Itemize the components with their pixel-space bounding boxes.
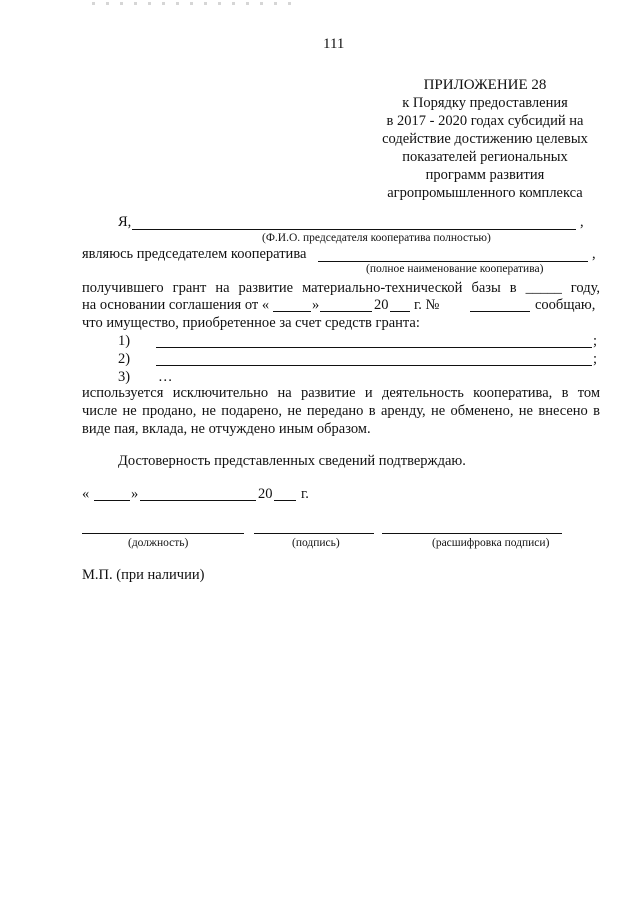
date-year-field[interactable] [274, 500, 296, 501]
usage-line-1 [82, 385, 600, 402]
date-year-suffix: г. [301, 486, 309, 502]
agreement-year-field[interactable] [390, 311, 410, 312]
grant-line [82, 280, 600, 297]
usage-word: не [201, 403, 216, 419]
item-1-field-line[interactable] [156, 347, 592, 348]
stamp-label: М.П. (при наличии) [82, 567, 205, 583]
appendix-line: показателей региональных [402, 149, 568, 165]
usage-word: числе [82, 403, 118, 419]
fio-caption: (Ф.И.О. председателя кооператива полностью) [262, 232, 491, 244]
grant-word: получившего [82, 280, 164, 296]
chairman-label: являюсь председателем кооператива [82, 246, 307, 262]
appendix-line: программ развития [425, 167, 545, 183]
item-number: 3) [118, 369, 131, 385]
agreement-number-field[interactable] [470, 311, 530, 312]
appendix-line: агропромышленного комплекса [387, 185, 583, 201]
decoding-field-line[interactable] [382, 533, 562, 534]
grant-word: году, [570, 280, 601, 296]
usage-word: на [277, 385, 292, 401]
appendix-title: ПРИЛОЖЕНИЕ 28 [423, 77, 547, 93]
coop-caption: (полное наименование кооператива) [366, 263, 544, 275]
agreement-quote-close: » [312, 297, 320, 313]
usage-word: продано, [142, 403, 197, 419]
date-year-prefix: 20 [258, 486, 273, 502]
date-open-quote: « [82, 486, 90, 502]
agreement-year-prefix: 20 [374, 297, 389, 313]
usage-word: кооператива, [473, 385, 553, 401]
position-caption: (должность) [128, 537, 189, 549]
ya-comma: , [580, 214, 584, 230]
position-field-line[interactable] [82, 533, 244, 534]
item-ellipsis: … [158, 369, 173, 385]
usage-word: деятельность [381, 385, 464, 401]
usage-word: используется [82, 385, 164, 401]
usage-word: подарено, [221, 403, 282, 419]
date-close-quote: » [131, 486, 139, 502]
grant-year-field[interactable]: _____ [525, 280, 562, 296]
item-2-field-line[interactable] [156, 365, 592, 366]
usage-word: в [561, 385, 569, 401]
appendix-header [360, 76, 610, 202]
usage-word: исключительно [172, 385, 269, 401]
page-number: 111 [323, 36, 345, 52]
agreement-year-suffix: г. № [414, 297, 440, 313]
chairman-comma: , [592, 246, 596, 262]
item-end: ; [593, 333, 598, 349]
usage-word: не [122, 403, 137, 419]
decoding-caption: (расшифровка подписи) [432, 537, 550, 549]
usage-line-2 [82, 403, 600, 420]
grant-word: материально-технической [302, 280, 463, 296]
usage-word: и [364, 385, 373, 401]
agreement-suffix: сообщаю, [535, 297, 596, 313]
date-month-field[interactable] [140, 500, 256, 501]
grant-word: в [509, 280, 517, 296]
grant-word: на [215, 280, 230, 296]
usage-word: в [593, 403, 601, 419]
confirm-text: Достоверность представленных сведений подтверждаю. [118, 453, 466, 469]
ya-label: Я, [118, 214, 132, 230]
coop-name-field-line[interactable] [318, 261, 588, 262]
usage-word: не [430, 403, 446, 419]
agreement-month-field[interactable] [320, 311, 372, 312]
signature-field-line[interactable] [254, 533, 374, 534]
usage-word: передано [306, 403, 364, 419]
appendix-line: в 2017 - 2020 годах субсидий на [386, 113, 584, 129]
usage-word: обменено, [450, 403, 514, 419]
agreement-prefix: на основании соглашения от « [82, 297, 270, 313]
scan-artifact [92, 2, 292, 5]
usage-line-3: виде пая, вклада, не отчуждено иным образом. [82, 421, 371, 437]
usage-word: развитие [301, 385, 356, 401]
grant-word: грант [172, 280, 207, 296]
usage-word: в [368, 403, 376, 419]
usage-word: аренду, [380, 403, 426, 419]
item-number: 2) [118, 351, 131, 367]
grant-word: базы [471, 280, 501, 296]
item-number: 1) [118, 333, 131, 349]
agreement-day-field[interactable] [273, 311, 311, 312]
date-day-field[interactable] [94, 500, 130, 501]
usage-word: не [287, 403, 302, 419]
usage-word: не [518, 403, 533, 419]
signature-caption: (подпись) [292, 537, 340, 549]
grant-word: развитие [238, 280, 294, 296]
item-end: ; [593, 351, 598, 367]
appendix-line: содействие достижению целевых [382, 131, 588, 147]
appendix-line: к Порядку предоставления [402, 95, 568, 111]
property-line: что имущество, приобретенное за счет средств гранта: [82, 315, 420, 331]
usage-word: том [577, 385, 601, 401]
usage-word: внесено [538, 403, 588, 419]
fio-field-line[interactable] [132, 229, 576, 230]
